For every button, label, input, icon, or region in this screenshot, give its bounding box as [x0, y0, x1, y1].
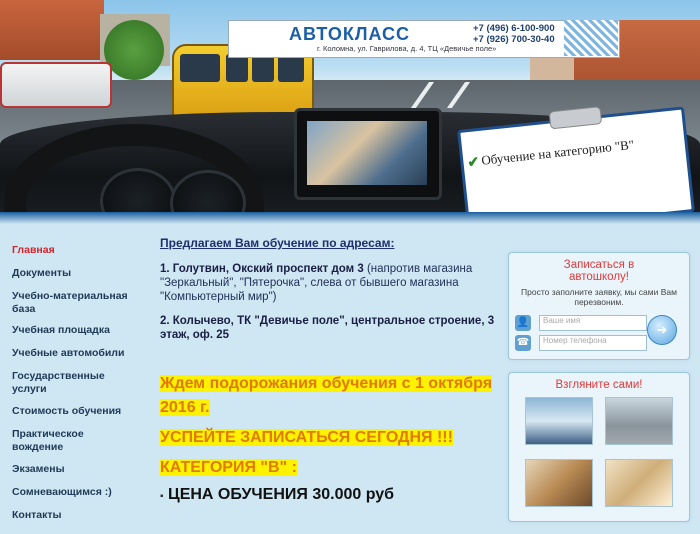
address-text: г. Коломна, ул. Гаврилова, д. 4, ТЦ «Девичье поле»: [317, 44, 497, 53]
phone-2: +7 (926) 700-30-40: [473, 34, 555, 45]
signup-widget: [508, 252, 690, 360]
nav-price[interactable]: Стоимость обучения: [12, 405, 122, 417]
dashboard-screen: [294, 108, 442, 200]
logo-brand-text: АВТОКЛАСС: [289, 24, 411, 44]
price-text: ЦЕНА ОБУЧЕНИЯ 30.000 руб: [168, 486, 395, 503]
address-1-detail: (напротив магазина "Зеркальный", "Пятерочка", слева от бывшего магазина "Компьютерный мир"): [160, 263, 473, 303]
name-input[interactable]: Ваше имя: [539, 315, 647, 331]
promo-1-text: Ждем подорожания обучения с 1 октября 2016 г.: [160, 375, 493, 416]
gallery-thumb-office[interactable]: [605, 459, 673, 507]
address-2: [160, 314, 496, 342]
gallery-thumb-car[interactable]: [525, 397, 593, 445]
promo-3-text: КАТЕГОРИЯ "В" :: [160, 459, 297, 476]
page-heading: Предлагаем Вам обучение по адресам:: [160, 236, 395, 250]
promo-2-text: УСПЕЙТЕ ЗАПИСАТЬСЯ СЕГОДНЯ !!!: [160, 429, 453, 446]
address-1-title: 1. Голутвин, Окский проспект дом 3: [160, 263, 364, 275]
gallery-title: Взгляните сами!: [555, 379, 643, 391]
clipboard-clip: [549, 106, 603, 129]
nav-training-ground[interactable]: Учебная площадка: [12, 324, 110, 336]
bus-window: [180, 54, 220, 82]
spacer: [160, 352, 496, 372]
signup-subtitle: Просто заполните заявку, мы сами Вам перезвоним.: [521, 287, 677, 307]
nav-material-base[interactable]: Учебно-материальная база: [12, 290, 128, 315]
bus-window: [278, 54, 304, 82]
signup-title-2: автошколу!: [569, 271, 629, 283]
tram-image: [0, 62, 112, 108]
price-line: [160, 486, 496, 504]
nav-documents[interactable]: Документы: [12, 267, 72, 279]
tree-left: [104, 20, 164, 80]
check-icon: ✔: [466, 153, 481, 171]
logo-brand: [289, 24, 410, 45]
user-icon: 👤: [515, 315, 531, 331]
phone-1: +7 (496) 6-100-900: [473, 23, 555, 34]
nav-training-cars[interactable]: Учебные автомобили: [12, 347, 125, 359]
gallery-widget: [508, 372, 690, 522]
address-1: [160, 262, 496, 304]
nav-doubters[interactable]: Сомневающимся :): [12, 486, 112, 498]
main-content: [160, 236, 496, 504]
building-left: [0, 0, 104, 60]
phone-block: [473, 23, 555, 45]
nav-home[interactable]: Главная: [12, 244, 55, 256]
gallery-thumb-classroom[interactable]: [525, 459, 593, 507]
bus-window: [226, 54, 248, 82]
logo-banner[interactable]: [228, 20, 620, 58]
submit-button[interactable]: ➜: [647, 315, 677, 345]
promo-1: [160, 372, 496, 420]
signup-title-1: Записаться в: [563, 259, 635, 271]
bullet-icon: ▪: [160, 491, 164, 502]
classroom-photo: [307, 121, 427, 185]
bus-window: [252, 54, 274, 82]
nav-contacts[interactable]: Контакты: [12, 509, 62, 521]
gallery-thumb-ground[interactable]: [605, 397, 673, 445]
phone-input[interactable]: Номер телефона: [539, 335, 647, 351]
address-2-title: 2. Колычево, ТК "Девичье поле", центральное строение, 3 этаж, оф. 25: [160, 315, 495, 341]
nav-exams[interactable]: Экзамены: [12, 463, 65, 475]
logo-hatch-right: [564, 20, 618, 56]
promo-3: [160, 456, 496, 480]
nav-practical-driving[interactable]: Практическое вождение: [12, 428, 84, 453]
promo-2: [160, 426, 496, 450]
clipboard-text: Обучение на категорию "В": [480, 136, 635, 168]
phone-icon: ☎: [515, 335, 531, 351]
header-banner: [0, 0, 700, 220]
header-divider: [0, 212, 700, 224]
nav-gov-services[interactable]: Государственные услуги: [12, 370, 105, 395]
